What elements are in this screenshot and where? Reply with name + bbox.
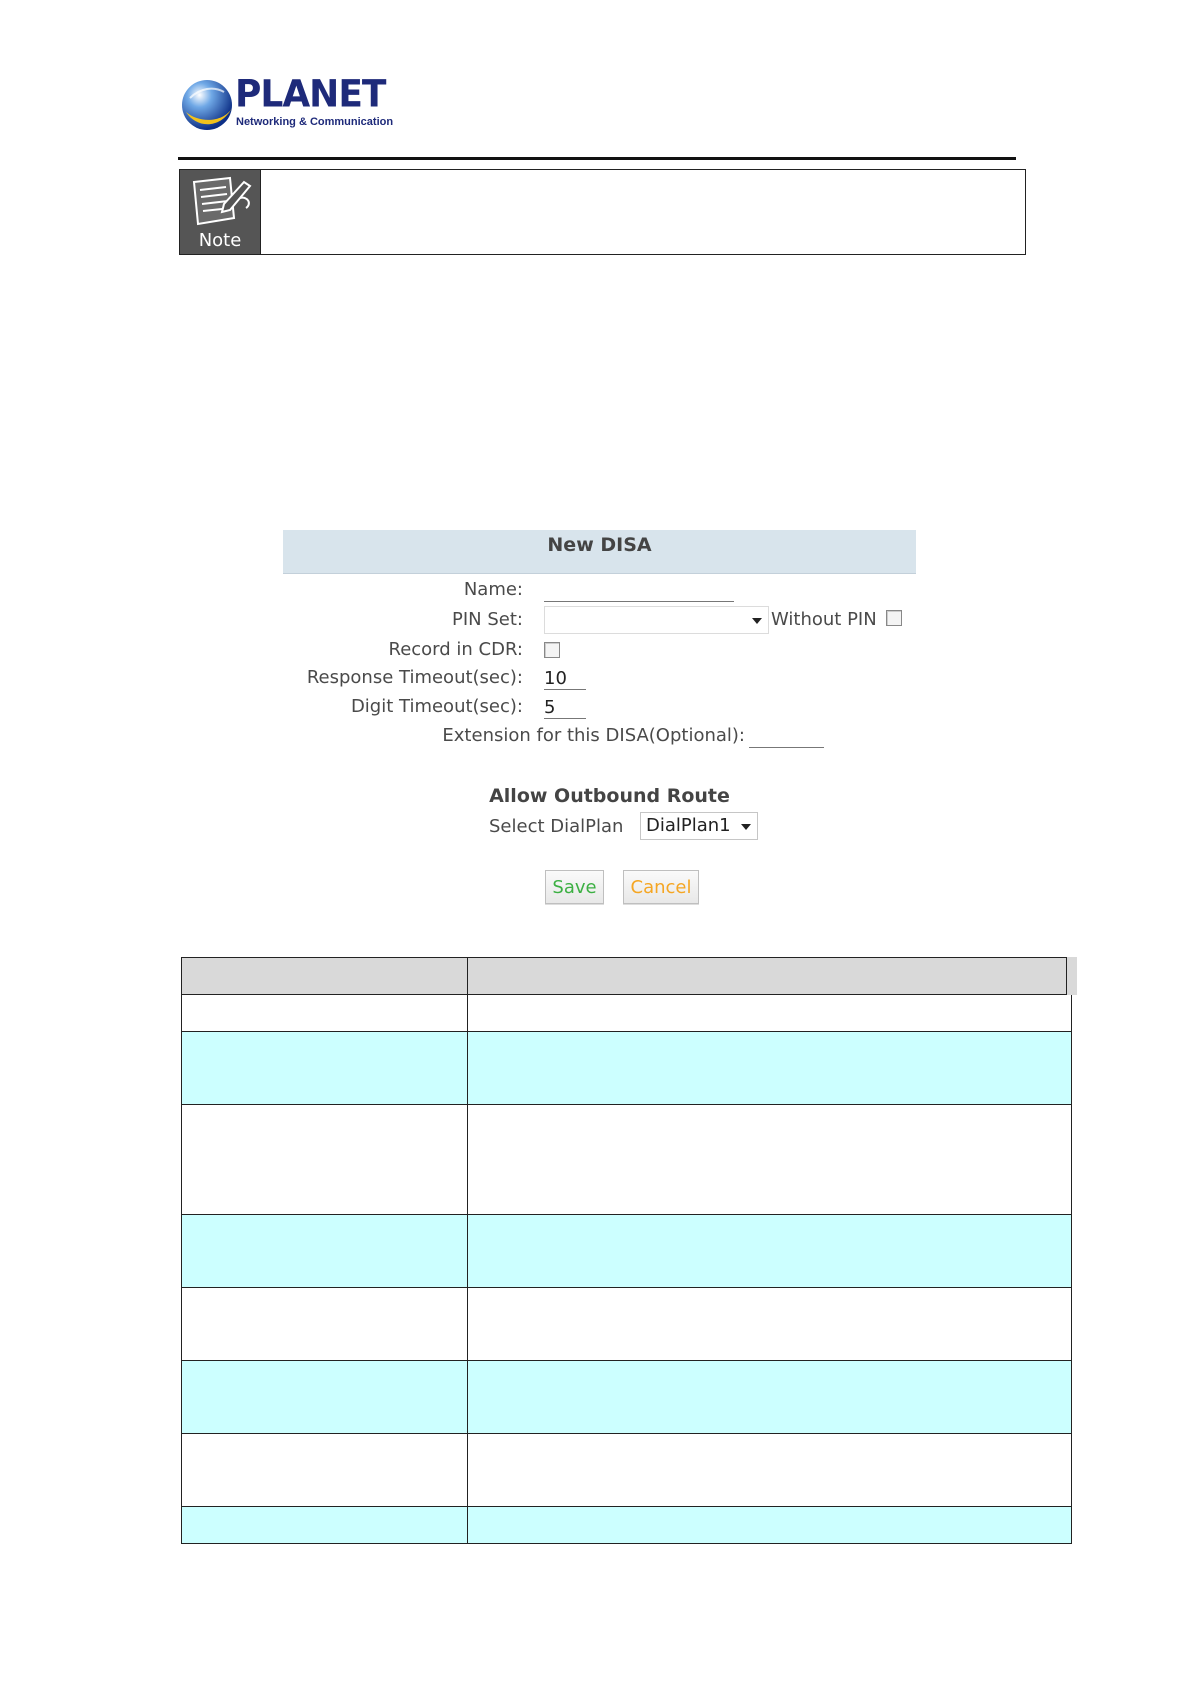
new-disa-form [283, 530, 916, 910]
without-pin-label: Without PIN [771, 609, 877, 630]
table-row [182, 995, 1072, 1032]
table-cell [468, 995, 1072, 1032]
table-cell [182, 1215, 468, 1288]
table-row [182, 1288, 1072, 1361]
response-timeout-label: Response Timeout(sec): [306, 667, 523, 688]
table-cell [468, 1507, 1072, 1544]
globe-icon [180, 78, 234, 132]
record-cdr-checkbox[interactable] [544, 642, 560, 658]
table-header-row [182, 958, 1072, 995]
parameter-table [181, 957, 1077, 1544]
table-row [182, 1434, 1072, 1507]
pin-set-label: PIN Set: [452, 609, 523, 630]
note-icon-panel [180, 170, 261, 254]
table-cell [468, 1434, 1072, 1507]
dialplan-value: DialPlan1 [646, 815, 731, 836]
form-title: New DISA [547, 534, 652, 556]
planet-logo [180, 72, 394, 132]
table-header-cell [468, 958, 1072, 995]
table-cell [182, 1288, 468, 1361]
table-cell [182, 1507, 468, 1544]
pin-set-select[interactable] [544, 606, 769, 634]
outbound-route-title: Allow Outbound Route [489, 785, 730, 807]
dialplan-label: Select DialPlan [489, 816, 624, 837]
table-cell [468, 1361, 1072, 1434]
note-pencil-icon [186, 174, 254, 230]
table-header-cell [182, 958, 468, 995]
logo-tagline: Networking & Communication [236, 116, 394, 128]
chevron-down-icon [741, 824, 751, 830]
record-cdr-label: Record in CDR: [388, 639, 523, 660]
table-row [182, 1361, 1072, 1434]
table-row [182, 1507, 1072, 1544]
name-label: Name: [463, 579, 523, 600]
table-cell [468, 1032, 1072, 1105]
table-cell [182, 1105, 468, 1215]
header-divider [178, 157, 1016, 160]
response-timeout-input[interactable] [544, 667, 586, 690]
cancel-button[interactable]: Cancel [623, 870, 699, 904]
table-cell [182, 1361, 468, 1434]
table-row [182, 1105, 1072, 1215]
note-box [179, 169, 1026, 255]
note-label: Note [198, 230, 242, 251]
table-cell [468, 1288, 1072, 1361]
table-row [182, 1215, 1072, 1288]
chevron-down-icon [752, 618, 762, 624]
name-input[interactable] [544, 579, 734, 602]
table-cell [182, 1032, 468, 1105]
table-cell [182, 1434, 468, 1507]
digit-timeout-input[interactable] [544, 696, 586, 719]
extension-input[interactable] [749, 725, 824, 748]
table-cell [468, 1215, 1072, 1288]
logo-wordmark: PLANET [235, 72, 386, 117]
without-pin-checkbox[interactable] [886, 610, 902, 626]
digit-timeout-label: Digit Timeout(sec): [350, 696, 523, 717]
form-header [283, 530, 916, 574]
extension-label: Extension for this DISA(Optional): [442, 725, 745, 746]
dialplan-select[interactable] [640, 812, 758, 840]
table-row [182, 1032, 1072, 1105]
save-button[interactable]: Save [545, 870, 604, 904]
table-cell [182, 995, 468, 1032]
table-cell [468, 1105, 1072, 1215]
